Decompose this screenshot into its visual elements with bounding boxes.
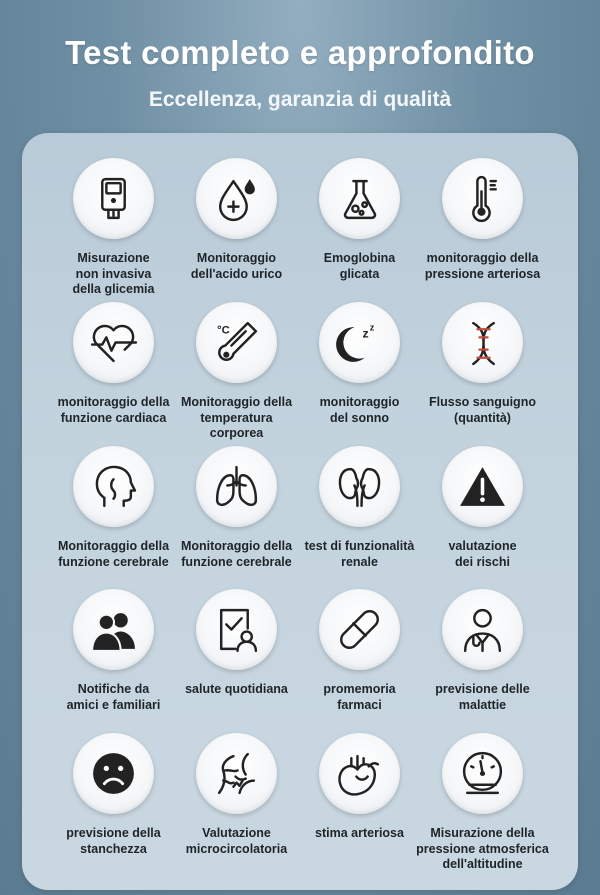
checklist-person-icon <box>211 604 262 655</box>
feature-label: Flusso sanguigno (quantità) <box>429 395 536 425</box>
feature-label: Misurazione della pressione atmosferica dell'altitudine <box>416 826 549 871</box>
feature-label: previsione della stanchezza <box>66 826 161 856</box>
features-grid <box>22 133 578 890</box>
svg-text:z: z <box>362 326 369 341</box>
page-title: Test completo e approfondito <box>65 34 535 71</box>
flask-badge <box>319 158 400 239</box>
pill-badge <box>319 589 400 670</box>
capillaries-icon <box>211 748 262 799</box>
feature-label: Monitoraggio della funzione cerebrale <box>180 539 293 569</box>
glucose-meter-icon <box>88 173 139 224</box>
warning-icon <box>457 461 508 512</box>
feature-tile <box>167 426 306 576</box>
kidneys-badge <box>319 446 400 527</box>
heart-pulse-icon <box>88 317 139 368</box>
feature-label: Monitoraggio della temperatura corporea <box>180 395 293 440</box>
feature-tile <box>413 282 552 432</box>
feature-label: Emoglobina glicata <box>323 251 396 281</box>
feature-tile <box>413 426 552 576</box>
feature-tile <box>413 713 552 871</box>
dna-icon <box>457 317 508 368</box>
feature-tile <box>44 569 183 719</box>
flask-icon <box>334 173 385 224</box>
feature-tile <box>290 426 429 576</box>
dna-badge <box>442 302 523 383</box>
feature-tile <box>44 282 183 432</box>
warning-badge <box>442 446 523 527</box>
sad-face-icon <box>88 748 139 799</box>
feature-label: Valutazione microcircolatoria <box>185 826 288 856</box>
checklist-person-badge <box>196 589 277 670</box>
feature-label: previsione delle malattie <box>435 682 530 712</box>
gauge-badge <box>442 733 523 814</box>
header <box>0 0 600 130</box>
feature-tile <box>44 426 183 576</box>
feature-tile <box>44 713 183 863</box>
feature-label: Notifiche da amici e familiari <box>66 682 161 712</box>
capillaries-badge <box>196 733 277 814</box>
doctor-icon <box>457 604 508 655</box>
thermometer-scale-badge <box>442 158 523 239</box>
doctor-badge <box>442 589 523 670</box>
celsius-thermometer-badge <box>196 302 277 383</box>
head-profile-badge <box>73 446 154 527</box>
feature-label: valutazione dei rischi <box>448 539 517 569</box>
heart-anatomy-icon <box>334 748 385 799</box>
feature-label: monitoraggio della pressione arteriosa <box>424 251 541 281</box>
feature-tile <box>413 138 552 288</box>
thermometer-scale-icon <box>457 173 508 224</box>
page-subtitle: Eccellenza, garanzia di qualità <box>148 88 452 111</box>
glucose-meter-badge <box>73 158 154 239</box>
drop-plus-badge <box>196 158 277 239</box>
people-badge <box>73 589 154 670</box>
svg-text:°C: °C <box>217 324 230 337</box>
feature-label: stima arteriosa <box>315 826 404 840</box>
feature-label: Monitoraggio dell'acido urico <box>190 251 283 281</box>
feature-label: Misurazione non invasiva della glicemia <box>72 251 155 296</box>
sad-face-badge <box>73 733 154 814</box>
lungs-icon <box>211 461 262 512</box>
head-profile-icon <box>88 461 139 512</box>
heart-pulse-badge <box>73 302 154 383</box>
features-panel <box>22 133 578 890</box>
gauge-icon <box>457 748 508 799</box>
feature-label: monitoraggio della funzione cardiaca <box>57 395 170 425</box>
moon-sleep-badge <box>319 302 400 383</box>
pill-icon <box>334 604 385 655</box>
feature-label: monitoraggio del sonno <box>319 395 400 425</box>
feature-tile <box>167 713 306 863</box>
feature-tile <box>413 569 552 719</box>
feature-tile <box>167 282 306 440</box>
drop-plus-icon <box>211 173 262 224</box>
celsius-thermometer-icon <box>211 317 262 368</box>
feature-tile <box>167 138 306 288</box>
people-icon <box>88 604 139 655</box>
feature-label: Monitoraggio della funzione cerebrale <box>57 539 170 569</box>
feature-label: salute quotidiana <box>185 682 288 696</box>
lungs-badge <box>196 446 277 527</box>
feature-tile <box>290 282 429 432</box>
heart-anatomy-badge <box>319 733 400 814</box>
feature-tile <box>290 569 429 719</box>
feature-label: promemoria farmaci <box>323 682 396 712</box>
feature-label: test di funzionalità renale <box>304 539 415 569</box>
feature-tile <box>290 138 429 288</box>
feature-tile <box>44 138 183 296</box>
kidneys-icon <box>334 461 385 512</box>
moon-sleep-icon <box>334 317 385 368</box>
svg-text:z: z <box>369 322 375 333</box>
feature-tile <box>290 713 429 863</box>
feature-tile <box>167 569 306 719</box>
